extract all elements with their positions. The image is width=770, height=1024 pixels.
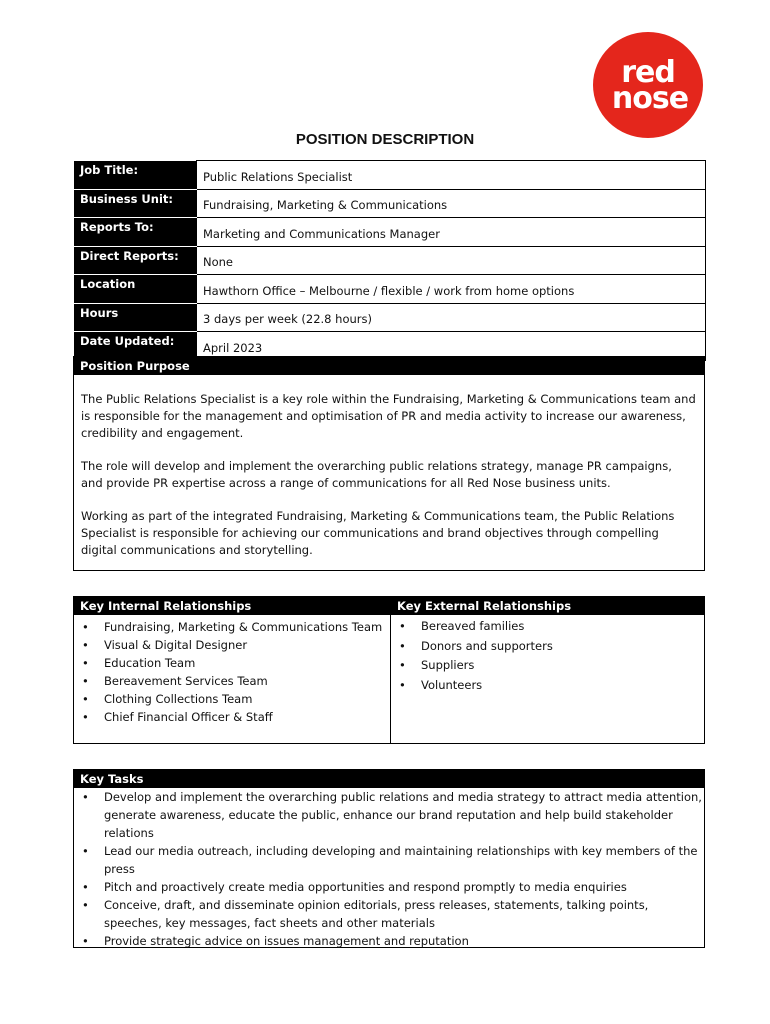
info-label: Direct Reports: <box>74 246 197 275</box>
purpose-paragraph: The role will develop and implement the overarching public relations strategy, manage PR campaigns, and provide PR expertise across a range of communications for all Red Nose business units. <box>81 459 672 490</box>
list-item: • Education Team <box>74 654 390 672</box>
list-item: • Fundraising, Marketing & Communications Team <box>74 618 390 636</box>
logo-text-line2: nose <box>611 81 689 116</box>
info-value: 3 days per week (22.8 hours) <box>197 303 706 332</box>
section-heading: Key External Relationships <box>391 597 704 615</box>
info-value: Fundraising, Marketing & Communications <box>197 189 706 218</box>
info-label: Date Updated: <box>74 332 197 361</box>
list-item: • Chief Financial Officer & Staff <box>74 708 390 726</box>
position-info-table <box>74 160 706 361</box>
page-title: POSITION DESCRIPTION <box>295 131 475 148</box>
list-item: • Lead our media outreach, including developing and maintaining relationships with key members of the press <box>74 842 704 878</box>
relationships-section <box>73 596 705 744</box>
list-item: • Volunteers <box>391 676 704 696</box>
info-row <box>74 275 706 304</box>
key-tasks-section <box>73 769 705 948</box>
info-label: Business Unit: <box>74 189 197 218</box>
internal-relationships <box>74 597 391 743</box>
tasks-list <box>74 788 704 950</box>
info-label: Reports To: <box>74 218 197 247</box>
info-value: None <box>197 246 706 275</box>
internal-list <box>74 618 390 726</box>
purpose-paragraph: The Public Relations Specialist is a key role within the Fundraising, Marketing & Communications team and is responsible for the management and optimisation of PR and media activity to increase our awareness, credibility and engagement. <box>81 392 696 440</box>
position-purpose-section <box>73 356 705 571</box>
info-label: Hours <box>74 303 197 332</box>
list-item: • Develop and implement the overarching public relations and media strategy to attract media attention, generate awareness, educate the public, enhance our brand reputation and help build stakeholder relations <box>74 788 704 842</box>
info-row <box>74 189 706 218</box>
info-value: Public Relations Specialist <box>197 161 706 190</box>
info-value: Marketing and Communications Manager <box>197 218 706 247</box>
external-list <box>391 617 704 695</box>
list-item: • Donors and supporters <box>391 637 704 657</box>
section-heading: Position Purpose <box>74 357 704 375</box>
logo-text-line1: red <box>621 55 675 90</box>
list-item: • Pitch and proactively create media opportunities and respond promptly to media enquiries <box>74 878 704 896</box>
info-row <box>74 161 706 190</box>
external-relationships <box>391 597 704 743</box>
section-heading: Key Internal Relationships <box>74 597 390 615</box>
info-label: Location <box>74 275 197 304</box>
info-label: Job Title: <box>74 161 197 190</box>
info-value: April 2023 <box>197 332 706 361</box>
list-item: • Bereaved families <box>391 617 704 637</box>
red-nose-logo <box>593 32 703 138</box>
list-item: • Visual & Digital Designer <box>74 636 390 654</box>
info-row <box>74 218 706 247</box>
section-heading: Key Tasks <box>74 770 704 788</box>
info-value: Hawthorn Office – Melbourne / flexible / work from home options <box>197 275 706 304</box>
list-item: • Bereavement Services Team <box>74 672 390 690</box>
list-item: • Clothing Collections Team <box>74 690 390 708</box>
info-row <box>74 246 706 275</box>
list-item: • Conceive, draft, and disseminate opinion editorials, press releases, statements, talking points, speeches, key messages, fact sheets and other materials <box>74 896 704 932</box>
list-item: • Suppliers <box>391 656 704 676</box>
info-row <box>74 303 706 332</box>
purpose-paragraph: Working as part of the integrated Fundraising, Marketing & Communications team, the Public Relations Specialist is responsible for achieving our communications and brand objectives through compelling digital communications and storytelling. <box>81 509 675 557</box>
list-item: • Provide strategic advice on issues management and reputation <box>74 932 704 950</box>
